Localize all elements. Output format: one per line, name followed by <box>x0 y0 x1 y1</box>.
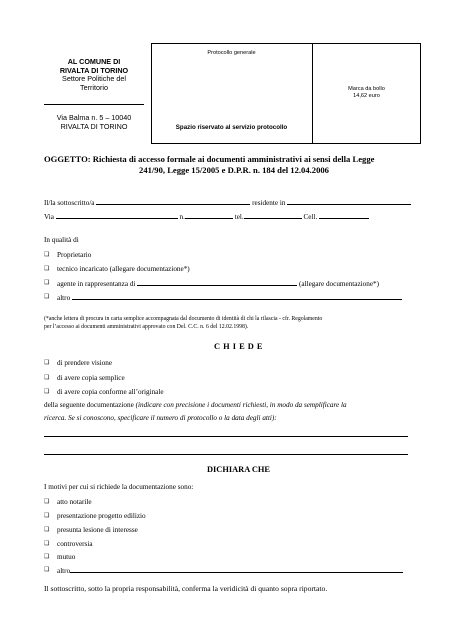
option-progetto-edilizio: presentazione progetto edilizio <box>57 512 146 520</box>
marca-bollo-label <box>312 86 421 99</box>
n-label: n. <box>179 213 185 221</box>
dichiara-heading: DICHIARA CHE <box>206 465 271 474</box>
address-row <box>44 212 369 222</box>
sottoscritto-label: Il/la sottoscritto/a <box>44 199 95 207</box>
checkbox-copia-semplice[interactable]: ❑ <box>44 375 50 381</box>
cell-label: Cell. <box>303 213 318 221</box>
option-tecnico: tecnico incaricato (allegare documentazione*) <box>57 265 190 273</box>
motivi-intro: I motivi per cui si richiede la documentazione sono: <box>44 483 194 491</box>
agente-row <box>57 279 379 289</box>
agente-allegare: (allegare documentazione*) <box>299 280 380 288</box>
agente-field[interactable] <box>137 279 297 286</box>
option-altro-motivo: altro <box>57 567 71 575</box>
checkbox-controversia[interactable]: ❑ <box>44 541 50 547</box>
n-field[interactable] <box>185 212 233 219</box>
option-atto-notarile: atto notarile <box>57 498 92 506</box>
checkbox-progetto-edilizio[interactable]: ❑ <box>44 513 50 519</box>
tel-field[interactable] <box>244 212 302 219</box>
checkbox-tecnico[interactable]: ❑ <box>44 266 50 272</box>
tel-label: tel. <box>234 213 244 221</box>
option-proprietario: Proprietario <box>57 251 92 259</box>
procura-note <box>44 315 414 331</box>
documentazione-instruction: (indicare con precisione i documenti richiesti, in modo da semplificare la <box>135 401 347 409</box>
checkbox-proprietario[interactable]: ❑ <box>44 252 50 258</box>
protocollo-label: Protocollo generale <box>207 50 256 56</box>
qualita-label: In qualità di <box>44 236 79 244</box>
documentazione-prefix: della seguente documentazione <box>44 401 134 409</box>
checkbox-mutuo[interactable]: ❑ <box>44 554 50 560</box>
note-line-2: per l’accesso ai documenti amministrativi approvato con Del. C.C. n. 6 del 12.02.1998). <box>44 324 249 330</box>
address-line-2: RIVALTA DI TORINO <box>59 65 129 75</box>
subject-line-1: OGGETTO: Richiesta di accesso formale ai documenti amministrativi ai sensi della Legge <box>44 154 375 164</box>
option-agente: agente in rappresentanza di <box>57 280 136 288</box>
checkbox-lesione-interesse[interactable]: ❑ <box>44 527 50 533</box>
checkbox-altro[interactable]: ❑ <box>44 294 50 300</box>
via-label: Via <box>44 213 54 221</box>
checkbox-atto-notarile[interactable]: ❑ <box>44 499 50 505</box>
recipient-address <box>44 58 144 92</box>
street-line-1: Via Balma n. 5 – 10040 <box>56 113 132 122</box>
documentazione-field-2[interactable] <box>44 454 408 455</box>
altro-row <box>57 293 402 303</box>
option-altro: altro <box>57 294 71 302</box>
altro-motivo-field[interactable] <box>70 566 403 573</box>
checkbox-copia-conforme[interactable]: ❑ <box>44 389 50 395</box>
bollo-line-1: Marca da bollo <box>348 86 385 92</box>
chiede-heading: C H I E D E <box>213 342 263 351</box>
address-divider <box>44 104 144 105</box>
option-copia-semplice: di avere copia semplice <box>57 374 125 382</box>
checkbox-agente[interactable]: ❑ <box>44 280 50 286</box>
checkbox-altro-motivo[interactable]: ❑ <box>44 567 50 573</box>
note-line-1: (*anche lettera di procura in carta semplice accompagnata dal documento di identità di chi la rilascia - cfr. Regolamento <box>44 316 323 322</box>
street-line-2: RIVALTA DI TORINO <box>60 121 128 131</box>
checkbox-visione[interactable]: ❑ <box>44 360 50 366</box>
altro-motivo-row <box>57 566 403 576</box>
cell-field[interactable] <box>319 212 369 219</box>
residente-field[interactable] <box>287 198 411 205</box>
altro-field[interactable] <box>72 293 402 300</box>
via-field[interactable] <box>56 212 178 219</box>
bollo-line-2: 14,62 euro <box>353 92 380 99</box>
option-mutuo: mutuo <box>57 553 76 561</box>
documentazione-line <box>44 401 347 410</box>
conferma-text: Il sottoscritto, sotto la propria responsabilità, conferma la veridicità di quanto sopra riportato. <box>44 584 328 593</box>
address-line-1: AL COMUNE DI <box>67 57 121 66</box>
address-line-3: Settore Politiche del <box>62 74 126 84</box>
address-line-4: Territorio <box>80 82 108 92</box>
subject-heading <box>44 154 424 176</box>
spazio-label: Spazio riservato al servizio protocollo <box>175 124 288 131</box>
documentazione-line-2: ricerca. Se si conoscono, specificare il numero di protocollo o la data degli atti): <box>44 414 277 422</box>
option-copia-conforme: di avere copia conforme all’originale <box>57 388 164 396</box>
option-visione: di prendere visione <box>57 359 113 367</box>
option-controversia: controversia <box>57 540 93 548</box>
street-address <box>44 114 144 131</box>
subject-line-2: 241/90, Legge 15/2005 e D.P.R. n. 184 del 12.04.2006 <box>139 165 329 175</box>
sottoscritto-row <box>44 198 411 208</box>
residente-label: residente in <box>252 199 286 207</box>
option-lesione-interesse: presunta lesione di interesse <box>57 526 138 534</box>
sottoscritto-field[interactable] <box>96 198 250 205</box>
documentazione-field-1[interactable] <box>44 436 408 437</box>
